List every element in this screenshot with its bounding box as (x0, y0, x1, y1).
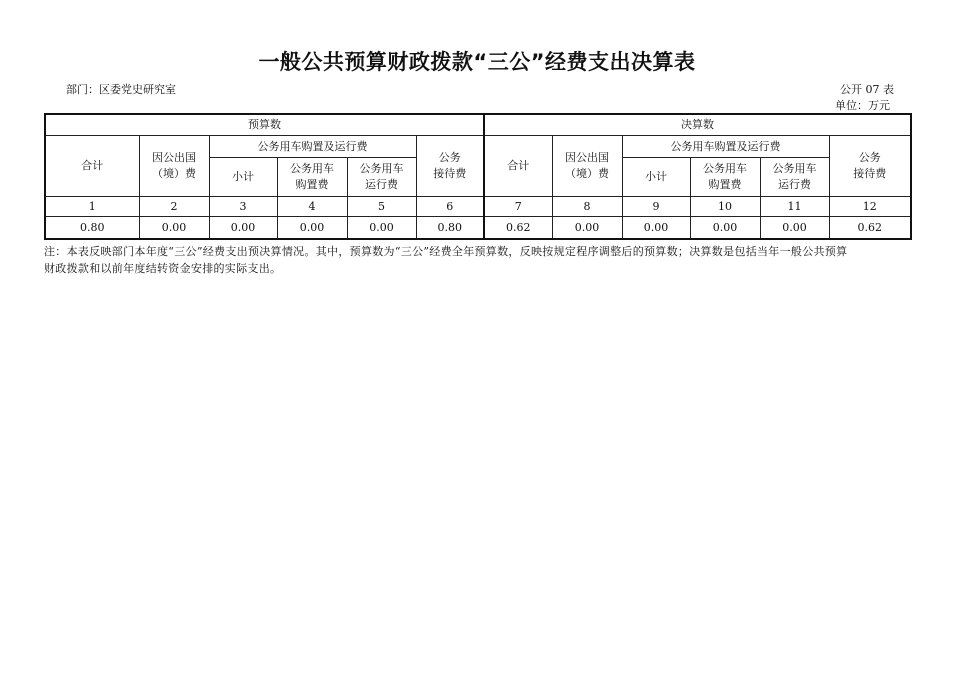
final-total-header: 合计 (484, 136, 552, 197)
sub-header-row (45, 136, 911, 158)
budget-total-header: 合计 (45, 136, 139, 197)
value-cell: 0.00 (139, 217, 209, 240)
department-label: 部门：区委党史研究室 (66, 83, 176, 96)
final-reception-header (829, 136, 911, 197)
final-abroad-header-line1: 因公出国 (565, 151, 609, 164)
column-number: 9 (622, 197, 690, 217)
column-number: 10 (690, 197, 760, 217)
value-cell: 0.62 (484, 217, 552, 240)
footnote-line1: 注：本表反映部门本年度“三公”经费支出预决算情况。其中，预算数为“三公”经费全年预算数，反映按规定程序调整后的预算数；决算数是包括当年一般公共预算 (44, 245, 848, 258)
budget-running-header-line1: 公务用车 (359, 162, 404, 175)
column-number: 6 (416, 197, 484, 217)
budget-running-header (347, 158, 416, 197)
final-subtotal-header: 小计 (622, 158, 690, 197)
value-row (45, 217, 911, 240)
value-cell: 0.00 (622, 217, 690, 240)
budget-subtotal-header: 小计 (209, 158, 277, 197)
budget-abroad-header-line1: 因公出国 (152, 151, 196, 164)
budget-purchase-header-line2: 购置费 (295, 178, 329, 191)
budget-purchase-header (277, 158, 347, 197)
final-group-header: 决算数 (484, 114, 911, 136)
final-reception-header-line1: 公务 (858, 151, 881, 164)
budget-purchase-header-line1: 公务用车 (290, 162, 334, 175)
final-running-header-line1: 公务用车 (772, 162, 817, 175)
value-cell: 0.80 (416, 217, 484, 240)
column-number: 11 (760, 197, 829, 217)
unit-label: 单位：万元 (835, 99, 890, 112)
value-cell: 0.00 (552, 217, 622, 240)
value-cell: 0.00 (209, 217, 277, 240)
value-cell: 0.00 (690, 217, 760, 240)
group-header-row (45, 114, 911, 136)
value-cell: 0.80 (45, 217, 139, 240)
final-abroad-header-line2: （境）费 (565, 167, 609, 180)
value-cell: 0.00 (760, 217, 829, 240)
budget-running-header-line2: 运行费 (365, 178, 398, 191)
final-purchase-header (690, 158, 760, 197)
final-running-header (760, 158, 829, 197)
three-public-expenses-table (44, 113, 912, 240)
value-cell: 0.00 (347, 217, 416, 240)
value-cell: 0.62 (829, 217, 911, 240)
column-number: 1 (45, 197, 139, 217)
column-number-row (45, 197, 911, 217)
budget-abroad-header (139, 136, 209, 197)
footnote-line2: 财政拨款和以前年度结转资金安排的实际支出。 (44, 262, 282, 275)
final-purchase-header-line1: 公务用车 (703, 162, 747, 175)
page-title: 一般公共预算财政拨款“三公”经费支出决算表 (258, 50, 696, 74)
column-number: 2 (139, 197, 209, 217)
footnote (44, 243, 910, 277)
final-purchase-header-line2: 购置费 (708, 178, 742, 191)
final-running-header-line2: 运行费 (778, 178, 811, 191)
final-vehicle-header: 公务用车购置及运行费 (622, 136, 829, 158)
value-cell: 0.00 (277, 217, 347, 240)
column-number: 8 (552, 197, 622, 217)
budget-vehicle-header: 公务用车购置及运行费 (209, 136, 416, 158)
column-number: 3 (209, 197, 277, 217)
final-reception-header-line2: 接待费 (853, 167, 887, 180)
column-number: 4 (277, 197, 347, 217)
budget-reception-header-line2: 接待费 (433, 167, 467, 180)
final-abroad-header (552, 136, 622, 197)
column-number: 5 (347, 197, 416, 217)
budget-reception-header (416, 136, 484, 197)
budget-reception-header-line1: 公务 (438, 151, 461, 164)
column-number: 7 (484, 197, 552, 217)
column-number: 12 (829, 197, 911, 217)
form-number: 公开 07 表 (840, 83, 894, 96)
budget-group-header: 预算数 (45, 114, 484, 136)
budget-abroad-header-line2: （境）费 (152, 167, 196, 180)
